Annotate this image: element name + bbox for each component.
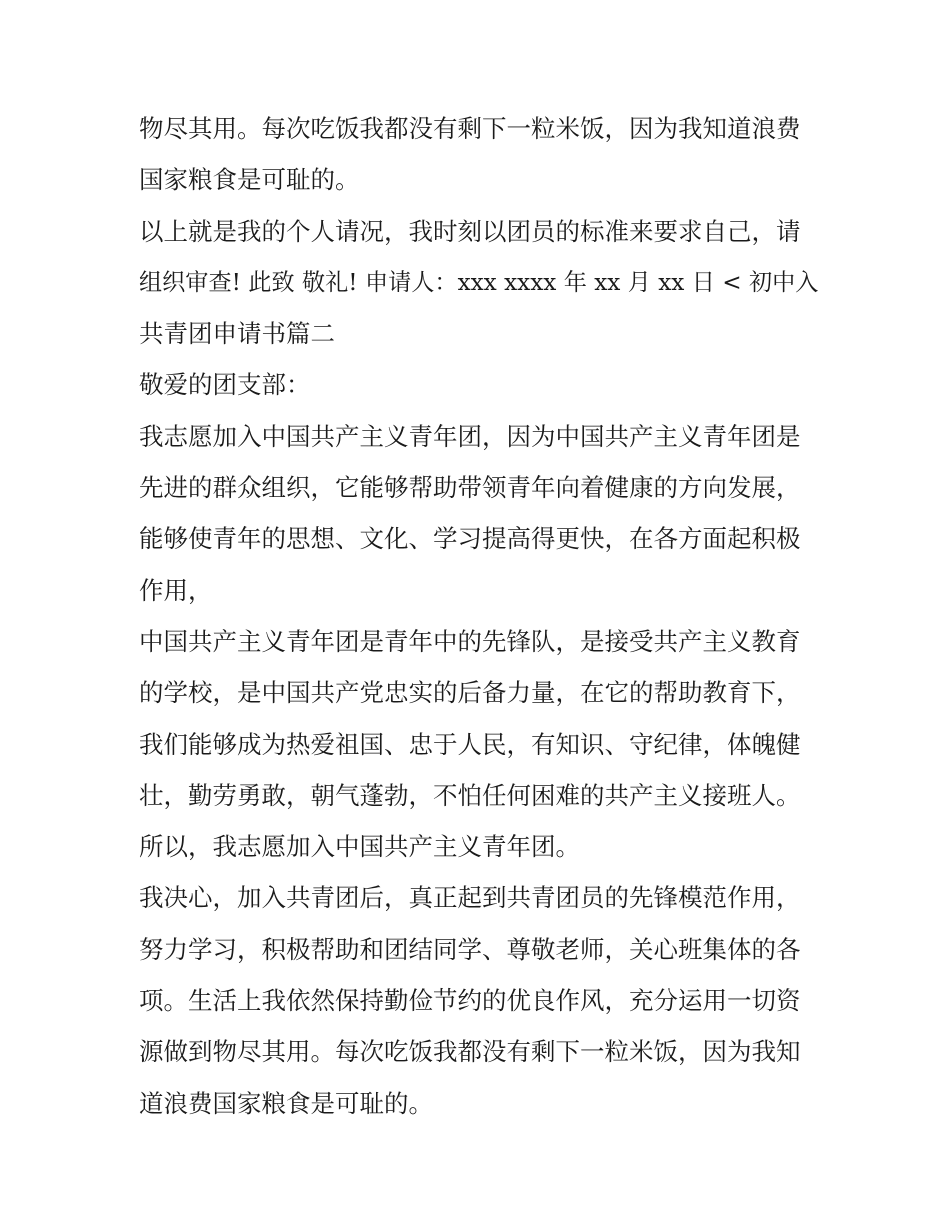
text-line: 我决心，加入共青团后，真正起到共青团员的先锋模范作用， bbox=[139, 883, 801, 913]
text-line: 组织审查! 此致 敬礼! 申请人：xxx xxxx 年 xx 月 xx 日 < 初中入 bbox=[139, 268, 819, 296]
text-line: 我志愿加入中国共产主义青年团，因为中国共产主义青年团是 bbox=[139, 421, 801, 451]
text-line: 物尽其用。每次吃饭我都没有剩下一粒米饭，因为我知道浪费 bbox=[139, 114, 801, 143]
text-line: 所以，我志愿加入中国共产主义青年团。 bbox=[139, 832, 580, 862]
salutation: 敬爱的团支部： bbox=[139, 370, 311, 400]
text-line: 先进的群众组织，它能够帮助带领青年向着健康的方向发展， bbox=[139, 473, 801, 503]
text-line: 壮，勤劳勇敢，朝气蓬勃，不怕任何困难的共产主义接班人。 bbox=[139, 780, 801, 810]
document-body bbox=[139, 103, 819, 1129]
text-line: 国家粮食是可耻的。 bbox=[139, 165, 360, 195]
text-line: 以上就是我的个人请况，我时刻以团员的标准来要求自己，请 bbox=[139, 216, 801, 246]
text-line: 源做到物尽其用。每次吃饭我都没有剩下一粒米饭，因为我知 bbox=[139, 1037, 801, 1067]
section-title: 共青团申请书篇二 bbox=[139, 319, 335, 349]
text-line: 努力学习，积极帮助和团结同学、尊敬老师，关心班集体的各 bbox=[139, 934, 801, 964]
text-line: 我们能够成为热爱祖国、忠于人民，有知识、守纪律，体魄健 bbox=[139, 729, 801, 759]
text-line: 中国共产主义青年团是青年中的先锋队，是接受共产主义教育 bbox=[139, 626, 801, 656]
text-line: 项。生活上我依然保持勤俭节约的优良作风，充分运用一切资 bbox=[139, 986, 801, 1016]
text-line: 的学校，是中国共产党忠实的后备力量，在它的帮助教育下， bbox=[139, 678, 801, 708]
text-line: 道浪费国家粮食是可耻的。 bbox=[139, 1088, 433, 1118]
text-line: 作用， bbox=[139, 575, 213, 605]
text-line: 能够使青年的思想、文化、学习提高得更快，在各方面起积极 bbox=[139, 524, 801, 554]
